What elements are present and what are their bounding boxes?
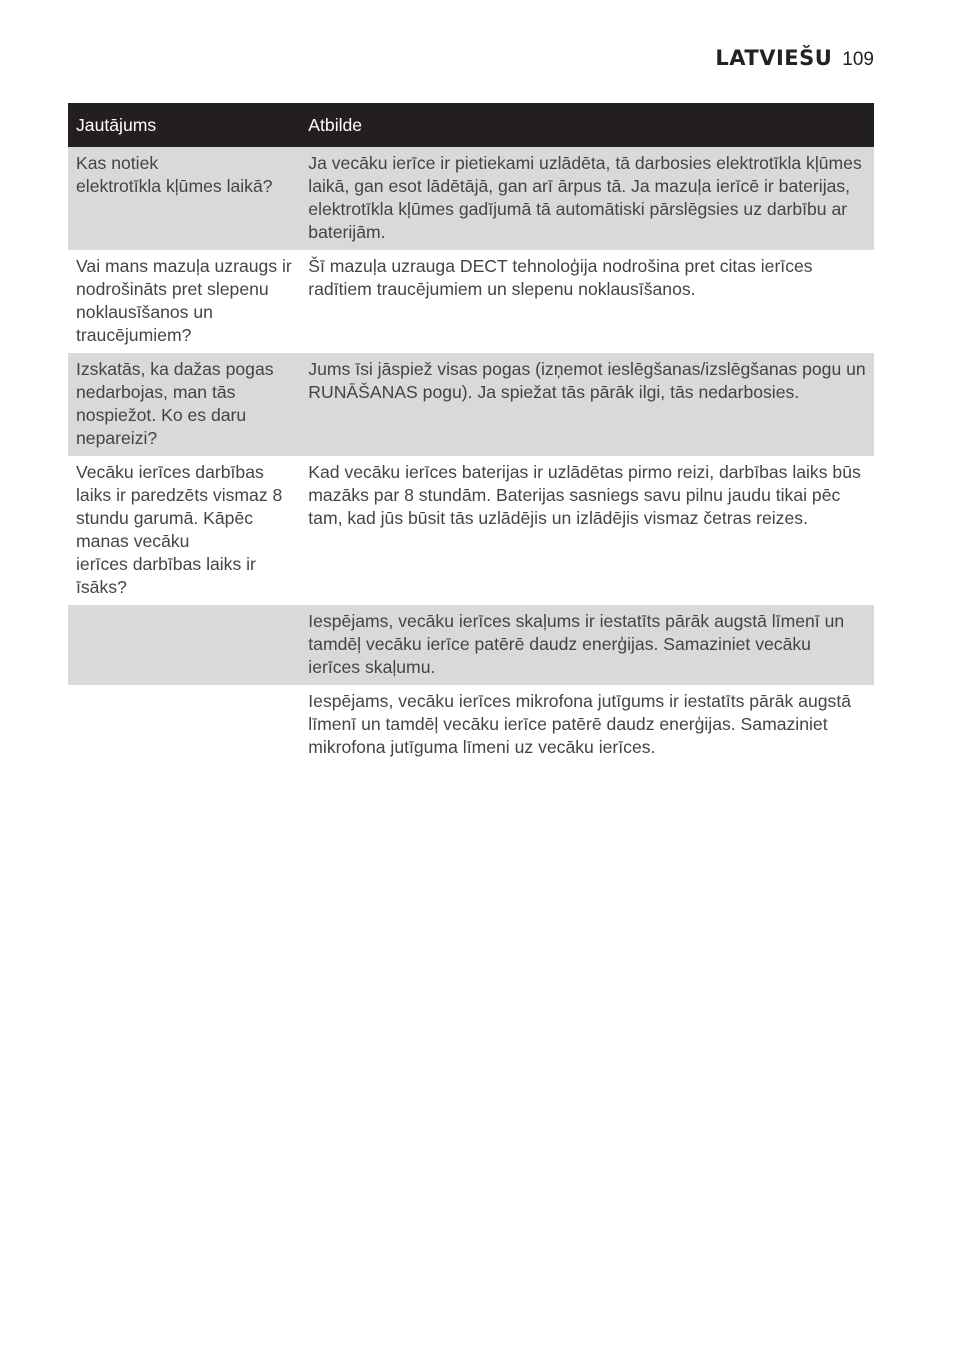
answer-cell: Iespējams, vecāku ierīces skaļums ir iestatīts pārāk augstā līmenī un tamdēļ vecāku ierīce patērē daudz enerģijas. Samaziniet vecāku ierīces skaļumu. <box>300 605 874 685</box>
question-text: Vai mans mazuļa uzraugs ir nodrošināts pret slepenu noklausīšanos un traucējumiem? <box>76 256 292 345</box>
answer-cell: Iespējams, vecāku ierīces mikrofona jutīgums ir iestatīts pārāk augstā līmenī un tamdēļ vecāku ierīce patērē daudz enerģijas. Samaziniet mikrofona jutīguma līmeni uz vecāku ierīces. <box>308 691 851 757</box>
page-header <box>715 46 874 71</box>
answer-cell: Jums īsi jāspiež visas pogas (izņemot ieslēgšanas/izslēgšanas pogu un RUNĀŠANAS pogu). Ja spiežat tās pārāk ilgi, tās nedarbosies. <box>300 353 874 456</box>
answer-cell: Kad vecāku ierīces baterijas ir uzlādētas pirmo reizi, darbības laiks būs mazāks par 8 stundām. Baterijas sasniegs savu pilnu jaudu tikai pēc tam, kad jūs būsit tās uzlādējis un izlādējis vismaz četras reizes. <box>308 462 861 528</box>
question-text: Kas notiek <box>76 153 159 173</box>
table-row <box>68 250 874 353</box>
question-cell <box>68 685 300 765</box>
answer-cell: Šī mazuļa uzrauga DECT tehnoloģija nodrošina pret citas ierīces radītiem traucējumiem un slepenu noklausīšanos. <box>308 256 813 299</box>
table-row <box>68 147 874 250</box>
page-number: 109 <box>842 49 874 70</box>
question-cell <box>68 250 300 353</box>
question-cell <box>68 147 300 250</box>
table-row <box>68 456 874 605</box>
table-row <box>68 605 874 685</box>
question-cell <box>68 456 300 605</box>
troubleshooting-table <box>68 103 874 765</box>
answer-cell: Ja vecāku ierīce ir pietiekami uzlādēta, tā darbosies elektrotīkla kļūmes laikā, gan esot lādētājā, gan arī ārpus tā. Ja mazuļa ierīcē ir baterijas, elektrotīkla kļūmes gadījumā tā automātiski pārslēgsies uz darbību ar baterijām. <box>300 147 874 250</box>
question-text: Izskatās, ka dažas pogas nedarbojas, man tās nospiežot. Ko es daru nepareizi? <box>76 359 274 448</box>
column-header-answer: Atbilde <box>300 103 874 147</box>
question-cell <box>68 605 300 685</box>
question-text: ierīces darbības laiks ir īsāks? <box>76 554 256 597</box>
table-row <box>68 353 874 456</box>
column-header-question: Jautājums <box>68 103 300 147</box>
question-text: Vecāku ierīces darbības laiks ir paredzēts vismaz 8 stundu garumā. Kāpēc manas vecāku <box>76 462 283 551</box>
section-title: LATVIEŠU <box>715 46 833 70</box>
question-text: elektrotīkla kļūmes laikā? <box>76 176 273 196</box>
table-row <box>68 685 874 765</box>
table-header-row <box>68 103 874 147</box>
question-cell <box>68 353 300 456</box>
